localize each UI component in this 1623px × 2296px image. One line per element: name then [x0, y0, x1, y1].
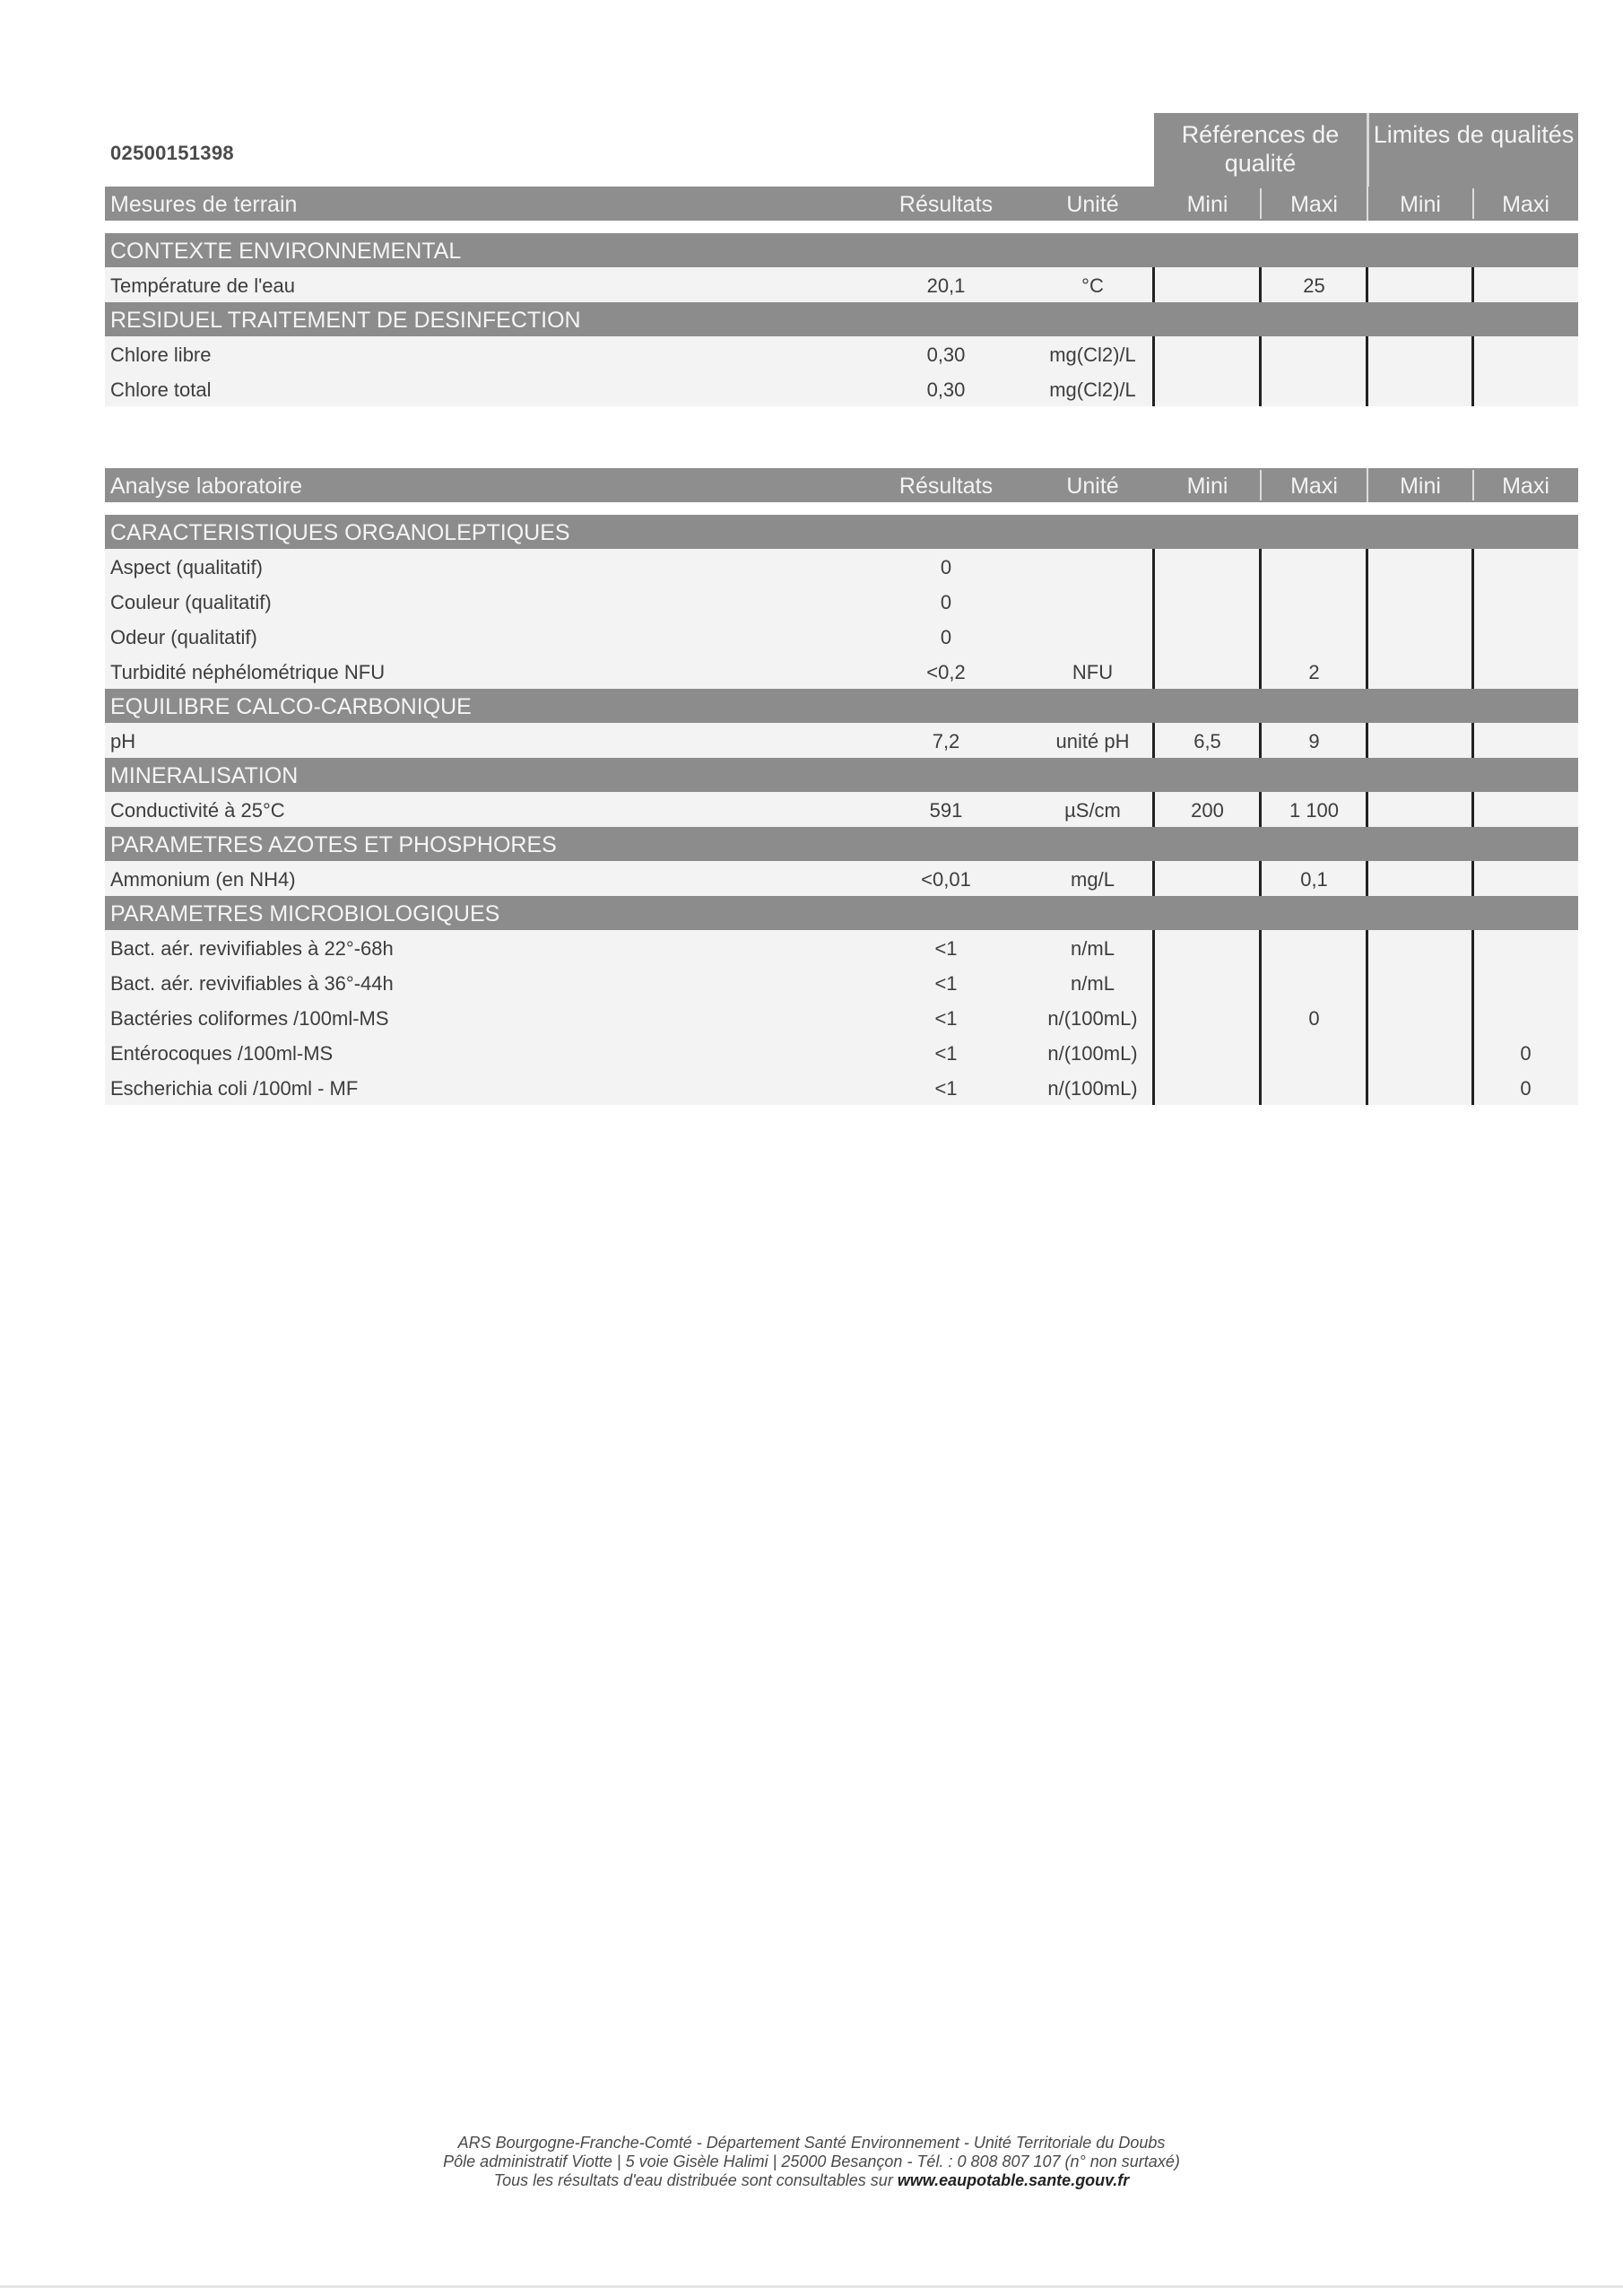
column-header-ref-maxi: Maxi — [1290, 192, 1338, 217]
unit-value — [1031, 619, 1154, 654]
table-row — [105, 336, 1578, 371]
limit-min — [1367, 654, 1473, 689]
section-header — [105, 515, 1578, 549]
reference-min — [1154, 267, 1261, 302]
result-value: <1 — [934, 1007, 958, 1030]
result-value: <1 — [934, 937, 958, 960]
reference-min — [1154, 965, 1261, 1000]
limit-max — [1473, 336, 1578, 371]
reference-max — [1261, 371, 1367, 406]
table-row — [105, 1035, 1578, 1070]
table-row — [105, 654, 1578, 689]
column-header-ref-mini: Mini — [1186, 192, 1228, 217]
reference-max: 2 — [1308, 661, 1320, 683]
table-row — [105, 584, 1578, 619]
reference-max — [1261, 549, 1367, 584]
reference-min — [1154, 930, 1261, 965]
section-title: EQUILIBRE CALCO-CARBONIQUE — [110, 694, 472, 719]
parameter-name: Bact. aér. revivifiables à 22°-68h — [110, 937, 394, 960]
parameter-name: Turbidité néphélométrique NFU — [110, 661, 386, 683]
laboratoire-header-row — [105, 468, 1578, 502]
table-row — [105, 371, 1578, 406]
column-rule — [1366, 723, 1368, 758]
limit-min — [1367, 336, 1473, 371]
result-value: 0 — [940, 556, 952, 578]
limit-min — [1367, 619, 1473, 654]
reference-min — [1154, 861, 1261, 896]
terrain-header-row — [105, 187, 1578, 221]
reference-min: 200 — [1191, 799, 1224, 822]
unit-value: NFU — [1072, 661, 1114, 683]
unit-value: µS/cm — [1064, 799, 1121, 822]
column-rule — [1471, 930, 1474, 1105]
footer — [269, 2134, 1354, 2190]
column-rule — [1471, 336, 1474, 406]
column-header-lim-mini: Mini — [1400, 192, 1441, 217]
result-value: <1 — [934, 1042, 958, 1065]
reference-min — [1154, 1070, 1261, 1105]
parameter-name: Aspect (qualitatif) — [110, 556, 263, 578]
column-header-lim-maxi: Maxi — [1502, 474, 1549, 499]
unit-value — [1031, 549, 1154, 584]
column-rule — [1366, 549, 1368, 689]
column-header-unite: Unité — [1066, 192, 1119, 217]
unit-value: unité pH — [1055, 730, 1130, 752]
footer-line-3 — [269, 2171, 1354, 2190]
reference-min — [1154, 1035, 1261, 1070]
table-row — [105, 792, 1578, 827]
result-value: 591 — [929, 799, 963, 822]
result-value: 0 — [940, 591, 952, 613]
limit-min — [1367, 1070, 1473, 1105]
reference-max: 0,1 — [1300, 868, 1328, 891]
table-row — [105, 619, 1578, 654]
reference-min — [1154, 654, 1261, 689]
reference-max — [1261, 930, 1367, 965]
page-bottom-edge — [0, 2285, 1623, 2288]
limites-qualite-label: Limites de qualités — [1373, 121, 1575, 148]
limit-max — [1473, 965, 1578, 1000]
references-qualite-header — [1154, 113, 1367, 187]
unit-value: n/(100mL) — [1047, 1042, 1138, 1065]
parameter-name: Chlore libre — [110, 344, 212, 366]
column-header-ref-mini: Mini — [1186, 474, 1228, 499]
table-row — [105, 549, 1578, 584]
limit-max — [1473, 619, 1578, 654]
table-row — [105, 267, 1578, 302]
result-value: 20,1 — [926, 274, 966, 297]
header-column-divider — [1472, 470, 1474, 500]
column-rule — [1152, 336, 1155, 406]
parameter-name: Bactéries coliformes /100ml-MS — [110, 1007, 389, 1030]
limit-max: 0 — [1520, 1077, 1532, 1100]
laboratoire-title: Analyse laboratoire — [110, 474, 303, 499]
result-value: <0,01 — [921, 868, 971, 891]
footer-line-3-text: Tous les résultats d'eau distribuée sont consultables sur — [493, 2171, 898, 2189]
references-qualite-label: Références de qualité — [1181, 121, 1340, 177]
header-column-divider — [1367, 468, 1368, 502]
unit-value: n/mL — [1071, 972, 1115, 995]
section-title: CARACTERISTIQUES ORGANOLEPTIQUES — [110, 520, 570, 545]
column-header-unite: Unité — [1066, 474, 1119, 499]
reference-min: 6,5 — [1193, 730, 1221, 752]
reference-max — [1261, 584, 1367, 619]
limit-max — [1473, 584, 1578, 619]
limit-min — [1367, 549, 1473, 584]
result-value: 0 — [940, 626, 952, 648]
terrain-title: Mesures de terrain — [110, 192, 298, 217]
table-row — [105, 930, 1578, 965]
result-value: <1 — [934, 972, 958, 995]
limit-max — [1473, 549, 1578, 584]
section-header — [105, 689, 1578, 723]
column-rule — [1259, 792, 1262, 827]
section-title: MINERALISATION — [110, 763, 299, 788]
column-rule — [1152, 792, 1155, 827]
unit-value: n/(100mL) — [1047, 1007, 1138, 1030]
column-rule — [1471, 549, 1474, 689]
header-column-divider — [1260, 188, 1262, 219]
parameter-name: Bact. aér. revivifiables à 36°-44h — [110, 972, 394, 995]
section-header — [105, 758, 1578, 792]
reference-max — [1261, 965, 1367, 1000]
result-value: <1 — [934, 1077, 958, 1100]
limit-max — [1473, 654, 1578, 689]
column-rule — [1259, 723, 1262, 758]
section-title: RESIDUEL TRAITEMENT DE DESINFECTION — [110, 308, 581, 333]
column-rule — [1152, 549, 1155, 689]
table-row — [105, 723, 1578, 758]
reference-min — [1154, 584, 1261, 619]
column-rule — [1366, 267, 1368, 302]
reference-max — [1261, 1070, 1367, 1105]
limit-max — [1473, 1000, 1578, 1035]
parameter-name: Odeur (qualitatif) — [110, 626, 257, 648]
column-rule — [1259, 861, 1262, 896]
section-header — [105, 302, 1578, 336]
result-value: 0,30 — [926, 378, 966, 401]
limit-min — [1367, 792, 1473, 827]
column-rule — [1152, 723, 1155, 758]
section-header — [105, 233, 1578, 267]
parameter-name: Ammonium (en NH4) — [110, 868, 296, 891]
reference-max: 9 — [1308, 730, 1320, 752]
column-rule — [1152, 267, 1155, 302]
column-rule — [1471, 861, 1474, 896]
table-row — [105, 861, 1578, 896]
reference-max: 25 — [1303, 274, 1325, 297]
column-rule — [1471, 792, 1474, 827]
column-rule — [1471, 723, 1474, 758]
reference-max: 0 — [1308, 1007, 1320, 1030]
limit-min — [1367, 371, 1473, 406]
limites-qualite-header — [1369, 113, 1578, 187]
result-value: 7,2 — [932, 730, 960, 752]
unit-value: mg(Cl2)/L — [1049, 378, 1136, 401]
table-row — [105, 1070, 1578, 1105]
parameter-name: Conductivité à 25°C — [110, 799, 285, 822]
column-rule — [1152, 861, 1155, 896]
document-id: 02500151398 — [110, 142, 234, 164]
table-row — [105, 1000, 1578, 1035]
column-header-resultats: Résultats — [898, 192, 994, 217]
limit-max — [1473, 267, 1578, 302]
parameter-name: pH — [110, 730, 136, 752]
parameter-name: Température de l'eau — [110, 274, 295, 297]
unit-value: °C — [1081, 274, 1104, 297]
reference-max: 1 100 — [1289, 799, 1340, 822]
limit-max — [1473, 930, 1578, 965]
unit-value: mg(Cl2)/L — [1049, 344, 1136, 366]
footer-line-2: Pôle administratif Viotte | 5 voie Gisèle Halimi | 25000 Besançon - Tél. : 0 808 807 107 (n° non surtaxé) — [443, 2152, 1180, 2170]
parameter-name: Escherichia coli /100ml - MF — [110, 1077, 359, 1100]
column-rule — [1259, 267, 1262, 302]
section-title: PARAMETRES MICROBIOLOGIQUES — [110, 901, 500, 926]
limit-min — [1367, 861, 1473, 896]
reference-max — [1261, 1035, 1367, 1070]
limit-min — [1367, 584, 1473, 619]
column-rule — [1366, 792, 1368, 827]
limit-min — [1367, 723, 1473, 758]
limit-min — [1367, 965, 1473, 1000]
limit-max: 0 — [1520, 1042, 1532, 1065]
footer-website-link[interactable]: www.eaupotable.sante.gouv.fr — [897, 2171, 1130, 2189]
unit-value: mg/L — [1071, 868, 1115, 891]
column-rule — [1366, 336, 1368, 406]
column-rule — [1366, 930, 1368, 1105]
limit-max — [1473, 792, 1578, 827]
header-column-divider — [1260, 470, 1262, 500]
reference-min — [1154, 1000, 1261, 1035]
reference-min — [1154, 619, 1261, 654]
reference-min — [1154, 549, 1261, 584]
section-title: CONTEXTE ENVIRONNEMENTAL — [110, 239, 462, 264]
header-column-divider — [1472, 188, 1474, 219]
column-header-lim-maxi: Maxi — [1502, 192, 1549, 217]
reference-min — [1154, 371, 1261, 406]
footer-line-1: ARS Bourgogne-Franche-Comté - Département Santé Environnement - Unité Territoriale du Doubs — [457, 2134, 1166, 2152]
parameter-name: Entérocoques /100ml-MS — [110, 1042, 334, 1065]
table-row — [105, 965, 1578, 1000]
limit-max — [1473, 861, 1578, 896]
unit-value: n/mL — [1071, 937, 1115, 960]
section-header — [105, 896, 1578, 930]
unit-value — [1031, 584, 1154, 619]
result-value: 0,30 — [926, 344, 966, 366]
parameter-name: Chlore total — [110, 378, 212, 401]
header-column-divider — [1367, 187, 1368, 221]
section-header — [105, 827, 1578, 861]
limit-min — [1367, 1035, 1473, 1070]
column-rule — [1471, 267, 1474, 302]
limit-min — [1367, 1000, 1473, 1035]
limit-max — [1473, 371, 1578, 406]
column-header-ref-maxi: Maxi — [1290, 474, 1338, 499]
limit-min — [1367, 930, 1473, 965]
reference-max — [1261, 619, 1367, 654]
column-rule — [1259, 549, 1262, 689]
column-header-lim-mini: Mini — [1400, 474, 1441, 499]
limit-min — [1367, 267, 1473, 302]
column-rule — [1152, 930, 1155, 1105]
parameter-name: Couleur (qualitatif) — [110, 591, 272, 613]
reference-max — [1261, 336, 1367, 371]
column-rule — [1366, 861, 1368, 896]
column-rule — [1259, 336, 1262, 406]
column-header-resultats: Résultats — [898, 474, 994, 499]
section-title: PARAMETRES AZOTES ET PHOSPHORES — [110, 832, 557, 857]
column-rule — [1259, 930, 1262, 1105]
unit-value: n/(100mL) — [1047, 1077, 1138, 1100]
limit-max — [1473, 723, 1578, 758]
result-value: <0,2 — [926, 661, 966, 683]
reference-min — [1154, 336, 1261, 371]
